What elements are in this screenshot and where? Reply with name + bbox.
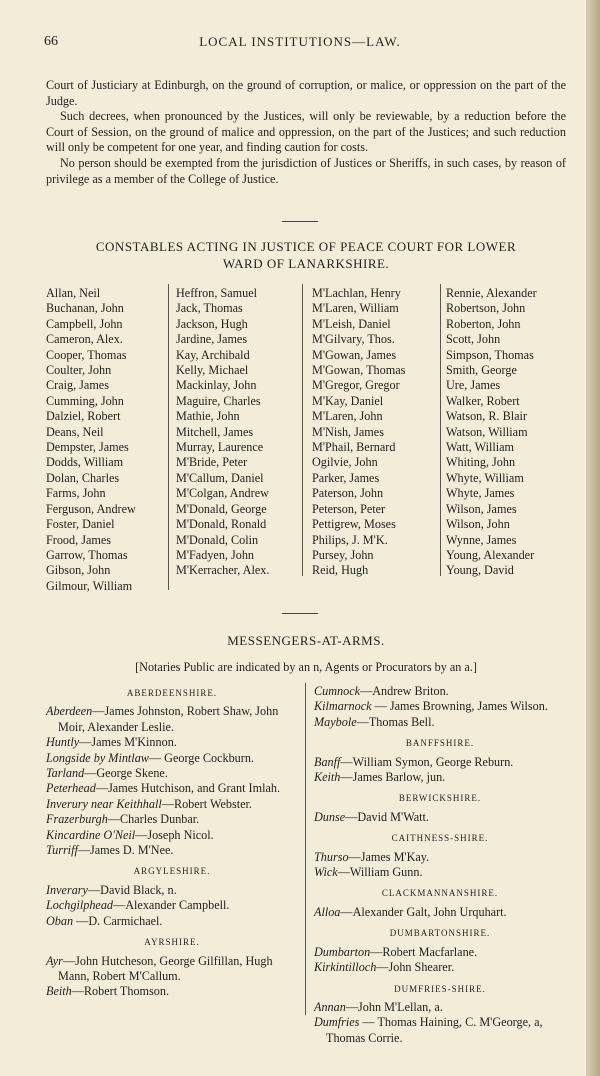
separator: — [371,699,390,714]
separator: — [370,944,383,959]
messenger-names: George Cockburn. [164,750,254,765]
messenger-names: James Browning, James Wilson. [389,699,548,714]
place-name: Maybole [314,714,357,729]
county-heading: AYRSHIRE. [144,937,200,948]
separator: — [356,714,369,729]
separator: — [62,953,76,968]
constable-name: Heffron, Samuel [176,286,258,300]
constable-name: Allan, Neil [46,286,101,300]
constables-title-line2: WARD OF LANARKSHIRE. [222,256,390,271]
separator: — [340,770,353,785]
constable-name: Ferguson, Andrew [46,501,136,516]
messenger-entry [46,704,298,735]
place-name: Inverury near Keithhall [46,796,162,811]
place-name: Kilmarnock [314,699,372,714]
place-name: Frazerburgh [46,812,108,827]
separator: — [360,684,373,698]
constable-name: Wilson, John [446,517,510,532]
constable-name: M'Colgan, Andrew [176,486,269,501]
messenger-entry [46,812,298,827]
separator: — [376,960,389,975]
messenger-entry [46,898,298,913]
messenger-entry [314,810,566,825]
place-name: Annan [314,999,346,1014]
constable-name: Gibson, John [46,563,111,578]
separator: — [359,1015,378,1030]
messenger-entry [314,905,566,920]
column-divider [168,284,169,590]
separator: — [345,999,359,1014]
messenger-entry [314,865,566,880]
constable-name: M'Laren, John [312,409,383,424]
messengers-notice: [Notaries Public are indicated by an n, Agents or Procurators by an a.] [135,660,477,674]
constable-name: Frood, James [46,532,111,547]
constable-name: Philips, J. M'K. [312,532,388,547]
place-name: Ayr [46,953,63,968]
place-name: Oban [46,913,74,928]
section-divider [282,221,318,222]
paragraph: No person should be exempted from the jurisdiction of Justices or Sheriffs, in such cases, by reason of privilege as a member of the College of Justice. [46,155,566,186]
separator: — [148,750,165,765]
constable-name: Pettigrew, Moses [312,517,396,532]
constable-name: Wynne, James [446,532,517,547]
county-heading: CAITHNESS-SHIRE. [391,833,489,844]
constable-name: M'Gregor, Gregor [312,378,400,393]
place-name: Peterhead [46,781,96,796]
separator: — [84,766,97,781]
constables-column-1 [46,286,136,594]
constable-name: Peterson, Peter [312,501,386,516]
constable-name: Watson, R. Blair [446,409,527,424]
place-name: Banff [314,754,341,769]
separator: — [73,913,89,928]
place-name: Aberdeen [46,704,93,719]
constable-name: Cooper, Thomas [46,347,127,362]
constable-name: Buchanan, John [46,301,124,316]
separator: — [340,754,353,769]
county-heading: BANFFSHIRE. [405,738,475,749]
constable-name: M'Donald, George [176,501,267,516]
constable-name: Dempster, James [46,440,129,455]
constable-name: Jackson, Hugh [176,316,248,331]
messenger-names: James Johnston, Robert Shaw, John Moir, Alexander Leslie. [58,704,279,734]
separator: — [345,809,358,824]
constable-name: Maguire, Charles [176,393,261,408]
constable-name: M'Fadyen, John [176,547,255,562]
messenger-entry [46,735,298,750]
messenger-entry [46,984,298,999]
messenger-entry [314,960,566,975]
place-name: Dumbarton [314,944,371,959]
constable-name: M'Gowan, Thomas [312,363,406,378]
separator: — [107,812,121,827]
messenger-names: Robert Macfarlane. [382,944,478,959]
separator: — [337,865,350,880]
messenger-names: David M'Watt. [357,809,429,824]
place-name: Cumnock [314,684,361,698]
messenger-names: James D. M'Nee. [90,843,174,858]
messengers-left-column [46,680,298,1000]
column-divider [302,284,303,576]
constable-name: Young, David [446,563,514,578]
place-name: Turriff [46,843,78,858]
messenger-entry [46,954,298,985]
paragraph: Court of Justiciary at Edinburgh, on the ground of corruption, or malice, or oppression on the part of the Judge. [46,78,566,108]
constable-name: Cumming, John [46,393,124,408]
separator: — [71,984,84,999]
constable-name: M'Gowan, James [312,347,397,362]
messenger-entry [46,797,298,812]
county-heading: ABERDEENSHIRE. [126,688,218,698]
messenger-names: James Barlow, jun. [352,770,446,785]
messenger-entry [46,766,298,781]
messenger-entry [314,770,566,785]
place-name: Dunse [314,809,346,824]
constable-name: M'Callum, Daniel [176,470,264,485]
constable-name: M'Bride, Peter [176,455,248,470]
constable-name: M'Leish, Daniel [312,316,391,331]
constable-name: Craig, James [46,378,109,393]
constable-name: Mathie, John [176,409,240,424]
constable-name: Watt, William [446,440,515,455]
messenger-names: Andrew Briton. [372,684,449,698]
separator: — [95,781,109,796]
place-name: Kirkintilloch [314,960,377,975]
messenger-names: John Shearer. [388,960,455,975]
county-heading: DUMFRIES-SHIRE. [394,983,486,994]
book-spine-edge [586,0,600,1076]
messenger-names: John M'Lellan, a. [358,999,443,1014]
constable-name: Garrow, Thomas [46,547,128,562]
place-name: Keith [314,770,341,785]
messenger-entry [46,883,298,898]
constable-name: Young, Alexander [446,547,535,562]
constable-name: M'Nish, James [312,424,384,439]
constable-name: Parker, James [312,470,380,485]
constable-name: Kelly, Michael [176,363,249,378]
constable-name: M'Kerracher, Alex. [176,563,270,578]
messenger-names: Alexander Campbell. [125,898,230,913]
constable-name: Coulter, John [46,363,112,378]
place-name: Thurso [314,849,349,864]
constable-name: Ure, James [446,378,501,393]
messenger-names: John Hutcheson, George Gilfillan, Hugh Mann, Robert M'Callum. [58,953,273,983]
county-heading: CLACKMANNANSHIRE. [381,888,499,899]
messenger-entry [314,715,566,730]
separator: — [135,827,148,842]
constable-name: M'Kay, Daniel [312,393,384,408]
constable-name: M'Donald, Colin [176,532,259,547]
messenger-entry [314,684,566,699]
section-divider [282,613,318,614]
constable-name: Dalziel, Robert [46,409,121,424]
constable-name: M'Lachlan, Henry [312,286,401,300]
messenger-names: James M'Kinnon. [91,735,177,750]
messenger-names: William Gunn. [349,865,423,880]
constable-name: Dodds, William [46,455,124,470]
place-name: Alloa [314,904,341,919]
constable-name: Simpson, Thomas [446,347,534,362]
messengers-right-column [314,684,566,1046]
place-name: Lochgilphead [46,898,114,913]
messenger-entry [314,699,566,714]
separator: — [340,904,353,919]
messenger-names: Robert Webster. [173,796,252,811]
constable-name: Smith, George [446,363,517,378]
place-name: Beith [46,984,72,999]
separator: — [92,704,105,719]
constable-name: Jardine, James [176,332,248,347]
messenger-entry [314,850,566,865]
place-name: Wick [314,865,338,880]
place-name: Inverary [46,882,88,897]
messenger-names: Alexander Galt, John Urquhart. [352,904,507,919]
messenger-names: James M'Kay. [360,849,430,864]
constable-name: Campbell, John [46,316,123,331]
constable-name: Rennie, Alexander [446,286,537,300]
separator: — [348,849,361,864]
constable-name: Foster, Daniel [46,517,115,532]
column-divider [440,284,441,576]
messenger-entry [46,828,298,843]
constables-column-3 [312,286,405,579]
constable-name: Scott, John [446,332,501,347]
messenger-names: James Hutchison, and Grant Imlah. [108,781,281,796]
messengers-title: MESSENGERS-AT-ARMS. [227,633,385,648]
running-title: LOCAL INSTITUTIONS—LAW. [199,34,401,49]
place-name: Dumfries [314,1015,360,1030]
constable-name: Murray, Laurence [176,440,264,455]
constable-name: Mitchell, James [176,424,254,439]
constable-name: Ogilvie, John [312,455,378,470]
messenger-entry [314,1015,566,1046]
separator: — [161,796,174,811]
separator: — [79,735,92,750]
messenger-names: D. Carmichael. [88,913,163,928]
page-number: 66 [44,34,58,49]
constable-name: M'Donald, Ronald [176,517,267,532]
constable-name: Roberton, John [446,316,521,331]
messenger-names: Thomas Bell. [368,714,435,729]
messenger-entry [314,1000,566,1015]
column-divider [305,683,306,1015]
constable-name: Farms, John [46,486,106,501]
separator: — [113,898,126,913]
messenger-names: Joseph Nicol. [147,827,214,842]
messenger-entry [46,914,298,929]
constable-name: Watson, William [446,424,528,439]
constable-name: Reid, Hugh [312,563,369,578]
constables-title-line1: CONSTABLES ACTING IN JUSTICE OF PEACE COURT FOR LOWER [95,239,517,254]
constable-name: Cameron, Alex. [46,332,123,347]
constables-title [46,238,566,272]
messenger-names: George Skene. [96,766,168,781]
constable-name: Walker, Robert [446,393,520,408]
constables-column-2 [176,286,269,579]
messenger-entry [46,781,298,796]
messenger-entry [314,945,566,960]
messenger-entry [46,751,298,766]
constables-column-4 [446,286,537,579]
constable-name: Robertson, John [446,301,526,316]
constable-name: Jack, Thomas [176,301,243,316]
county-heading: BERWICKSHIRE. [398,793,482,804]
constable-name: Gilmour, William [46,578,133,593]
constable-name: M'Laren, William [312,301,399,316]
messenger-names: William Symon, George Reburn. [352,754,514,769]
constable-name: Paterson, John [312,486,384,501]
place-name: Huntly [46,735,80,750]
constable-name: M'Phail, Bernard [312,440,396,455]
body-text [46,78,566,187]
messenger-entry [314,755,566,770]
constable-name: Whyte, James [446,486,515,501]
messenger-names: Robert Thomson. [83,984,170,999]
constable-name: Kay, Archibald [176,347,250,362]
separator: — [77,843,91,858]
messenger-entry [46,843,298,858]
constable-name: M'Gilvary, Thos. [312,332,395,347]
place-name: Kincardine O'Neil [46,827,136,842]
constable-name: Wilson, James [446,501,517,516]
messenger-names: Thomas Haining, C. M'George, a, Thomas Corrie. [326,1015,543,1045]
paragraph: Such decrees, when pronounced by the Justices, will only be reviewable, by a reduction before the Court of Session, on the ground of malice and oppression, on the part of the Justices; and such reduction will only be competent for one year, and finding caution for costs. [46,109,566,155]
constable-name: Deans, Neil [46,424,104,439]
constable-name: Mackinlay, John [176,378,257,393]
messenger-names: David Black, n. [100,882,177,897]
messenger-names: Charles Dunbar. [120,812,200,827]
constable-name: Pursey, John [312,547,374,562]
county-heading: ARGYLESHIRE. [133,866,211,877]
constable-name: Whiting, John [446,455,516,470]
place-name: Tarland [46,766,85,781]
separator: — [87,882,101,897]
county-heading: DUMBARTONSHIRE. [389,928,491,939]
constable-name: Whyte, William [446,470,524,485]
constable-name: Dolan, Charles [46,470,120,485]
place-name: Longside by Mintlaw [46,750,149,765]
